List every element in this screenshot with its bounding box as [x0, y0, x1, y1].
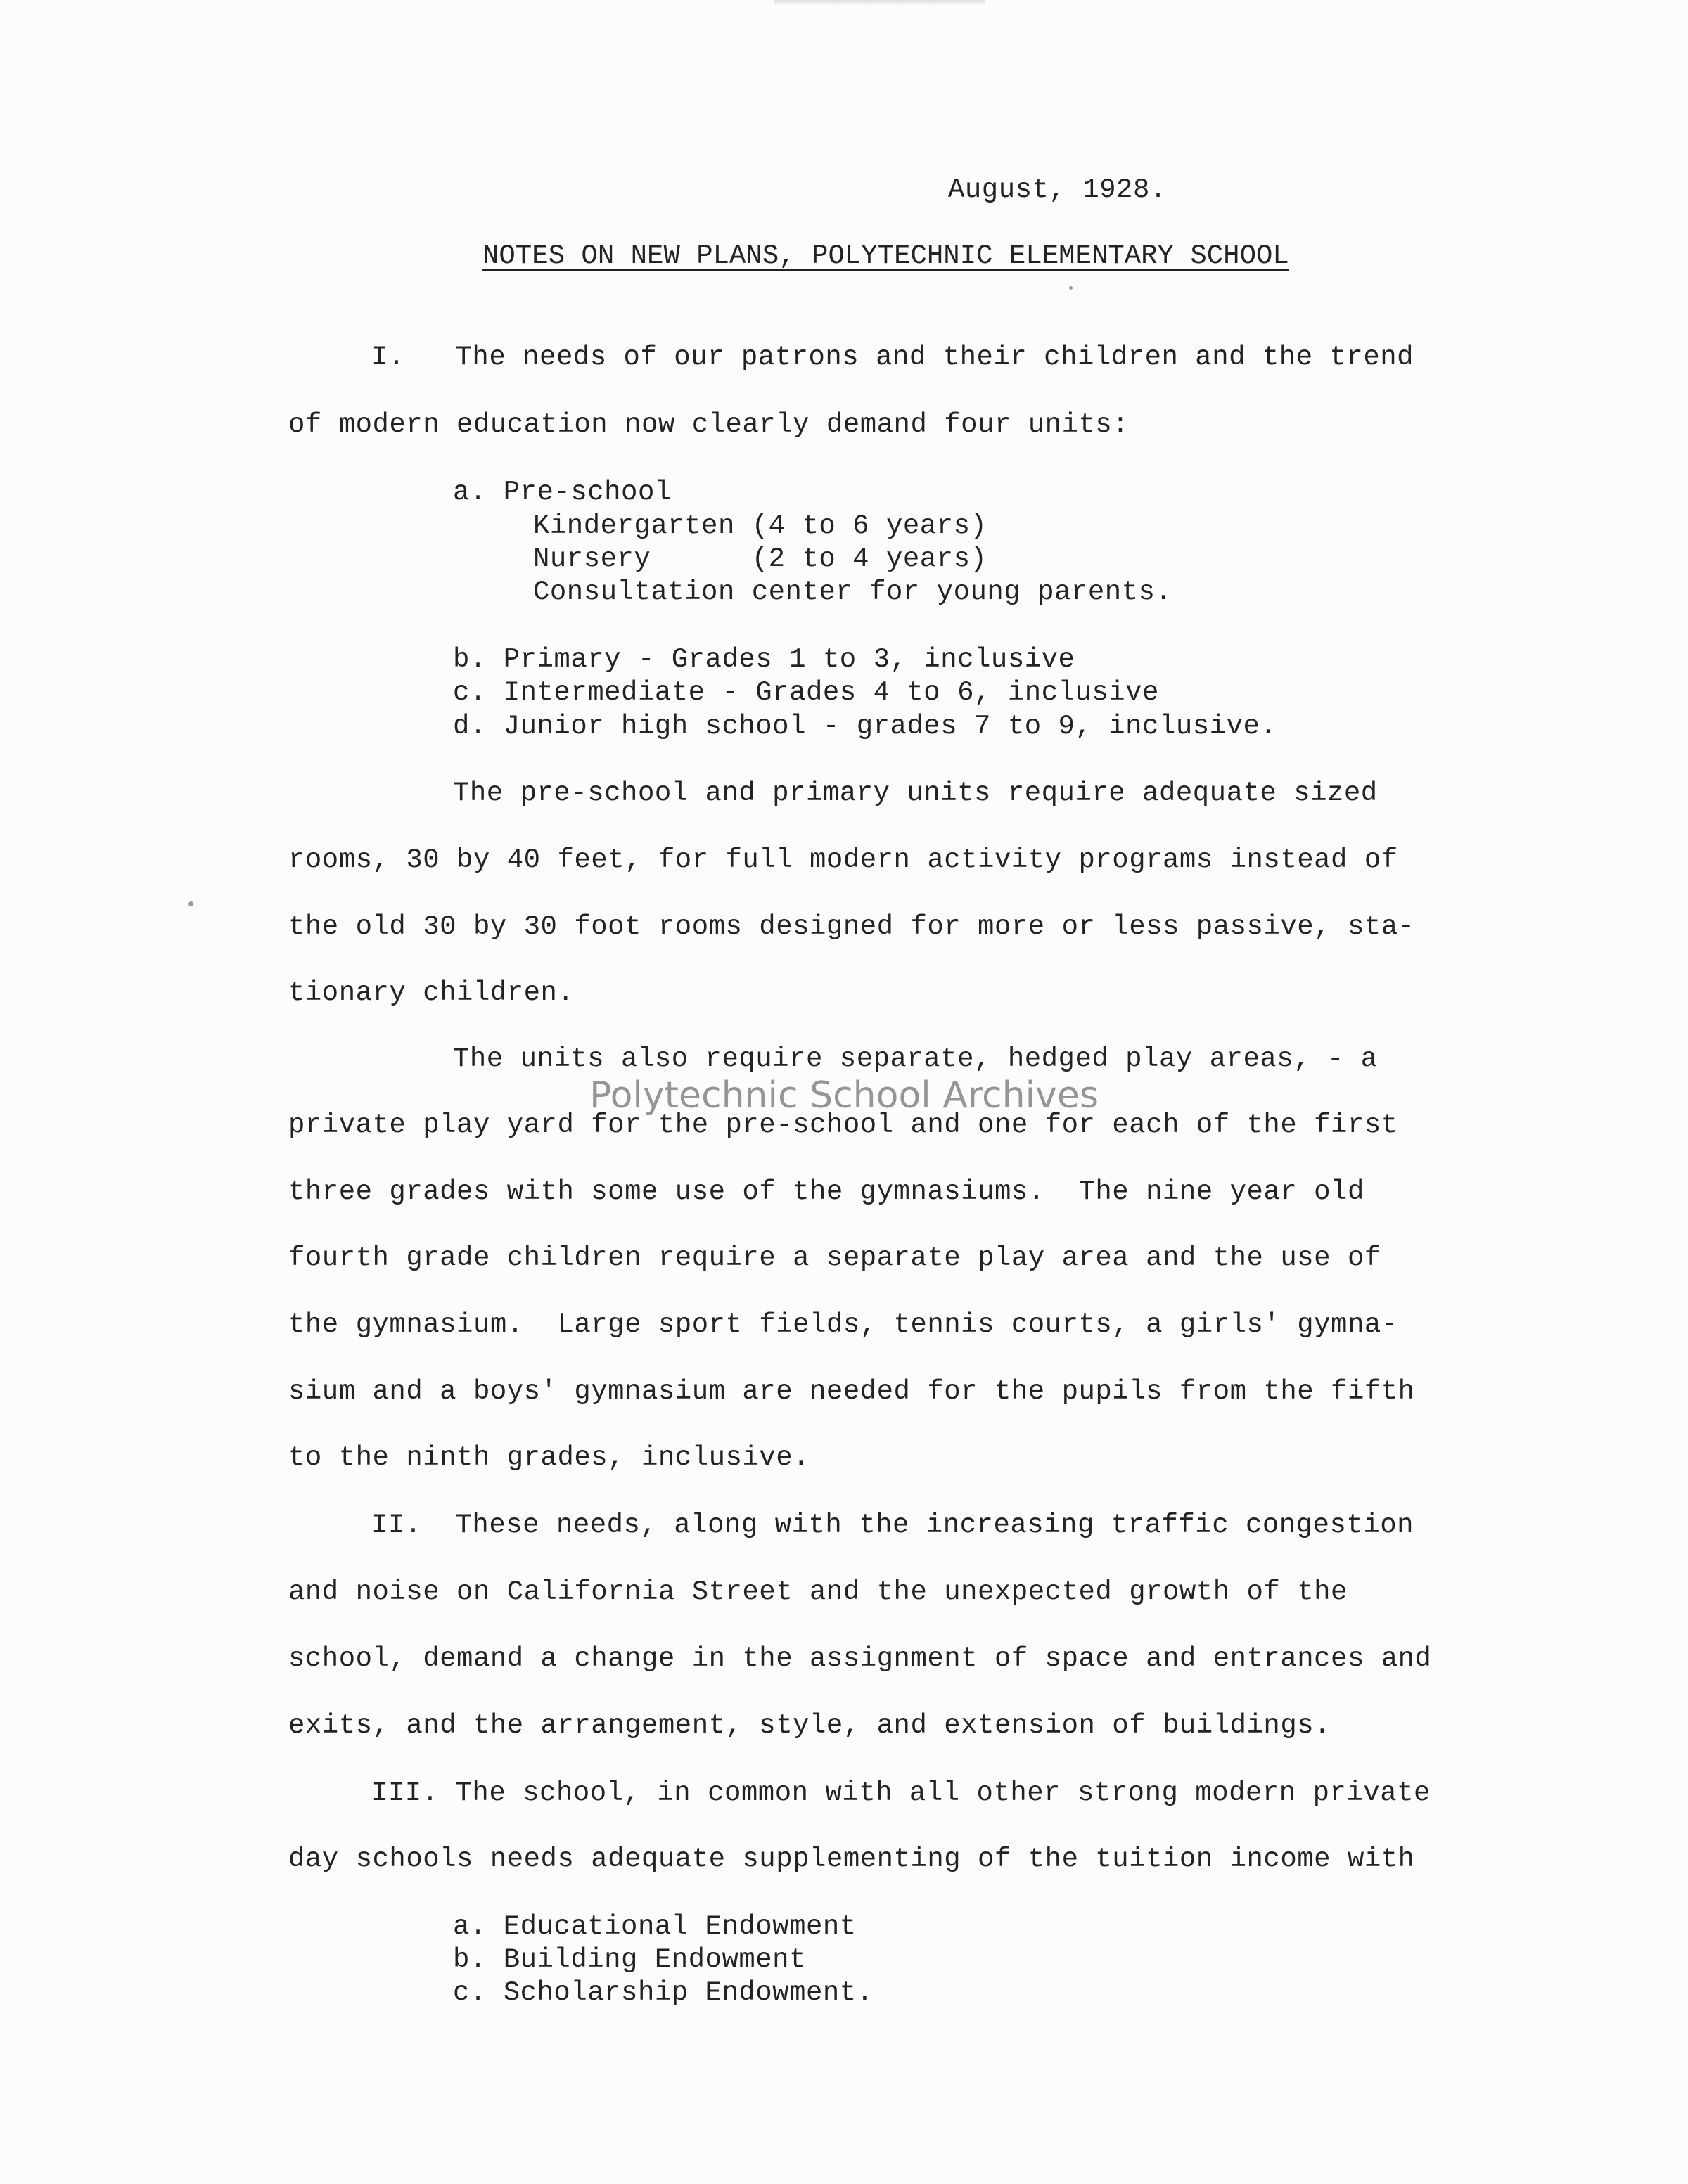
paper-speck	[188, 901, 193, 906]
paragraph-rooms-line: tionary children.	[288, 977, 575, 1008]
unit-d-junior-high: d. Junior high school - grades 7 to 9, inclusive.	[453, 711, 1277, 742]
paper-speck	[1069, 286, 1073, 290]
section-1-line-1: I. The needs of our patrons and their children and the trend	[371, 342, 1414, 373]
paragraph-play-areas-line: The units also require separate, hedged play areas, - a	[453, 1043, 1378, 1074]
paragraph-play-areas-line: fourth grade children require a separate play area and the use of	[288, 1242, 1381, 1273]
section-3-line: III. The school, in common with all other strong modern private	[371, 1778, 1431, 1809]
section-2-line: and noise on California Street and the unexpected growth of the	[288, 1576, 1348, 1607]
paragraph-play-areas-line: the gymnasium. Large sport fields, tennis courts, a girls' gymna-	[288, 1309, 1398, 1340]
archive-watermark: Polytechnic School Archives	[589, 1074, 1099, 1117]
paragraph-rooms-line: rooms, 30 by 40 feet, for full modern activity programs instead of	[288, 844, 1398, 875]
section-3-line: day schools needs adequate supplementing of the tuition income with	[288, 1844, 1415, 1875]
unit-a-consultation: Consultation center for young parents.	[533, 577, 1172, 608]
paragraph-play-areas-line: to the ninth grades, inclusive.	[288, 1442, 810, 1473]
paragraph-play-areas-line: sium and a boys' gymnasium are needed for the pupils from the fifth	[288, 1376, 1415, 1407]
unit-b-primary: b. Primary - Grades 1 to 3, inclusive	[453, 644, 1075, 675]
endowment-item: b. Building Endowment	[453, 1944, 806, 1975]
section-2-line: exits, and the arrangement, style, and extension of buildings.	[288, 1710, 1331, 1741]
paragraph-rooms-line: the old 30 by 30 foot rooms designed for more or less passive, sta-	[288, 911, 1415, 942]
paragraph-play-areas-line: three grades with some use of the gymnasiums. The nine year old	[288, 1176, 1364, 1207]
section-2-line: school, demand a change in the assignment of space and entrances and	[288, 1643, 1432, 1674]
paper-fold-mark	[774, 0, 985, 6]
endowment-item: c. Scholarship Endowment.	[453, 1977, 874, 2008]
endowment-item: a. Educational Endowment	[453, 1911, 857, 1942]
unit-c-intermediate: c. Intermediate - Grades 4 to 6, inclusive	[453, 677, 1159, 708]
unit-a-kindergarten: Kindergarten (4 to 6 years)	[533, 510, 987, 541]
unit-a-nursery: Nursery (2 to 4 years)	[533, 544, 987, 574]
paragraph-play-areas-line: private play yard for the pre-school and one for each of the first	[288, 1110, 1398, 1141]
section-1-line-2: of modern education now clearly demand four units:	[288, 409, 1130, 440]
paragraph-rooms-line: The pre-school and primary units require adequate sized	[453, 778, 1378, 809]
document-date: August, 1928.	[948, 174, 1167, 205]
unit-a-preschool: a. Pre-school	[453, 477, 672, 508]
section-2-line: II. These needs, along with the increasing traffic congestion	[371, 1510, 1414, 1541]
document-title: NOTES ON NEW PLANS, POLYTECHNIC ELEMENTARY SCHOOL	[482, 240, 1289, 271]
